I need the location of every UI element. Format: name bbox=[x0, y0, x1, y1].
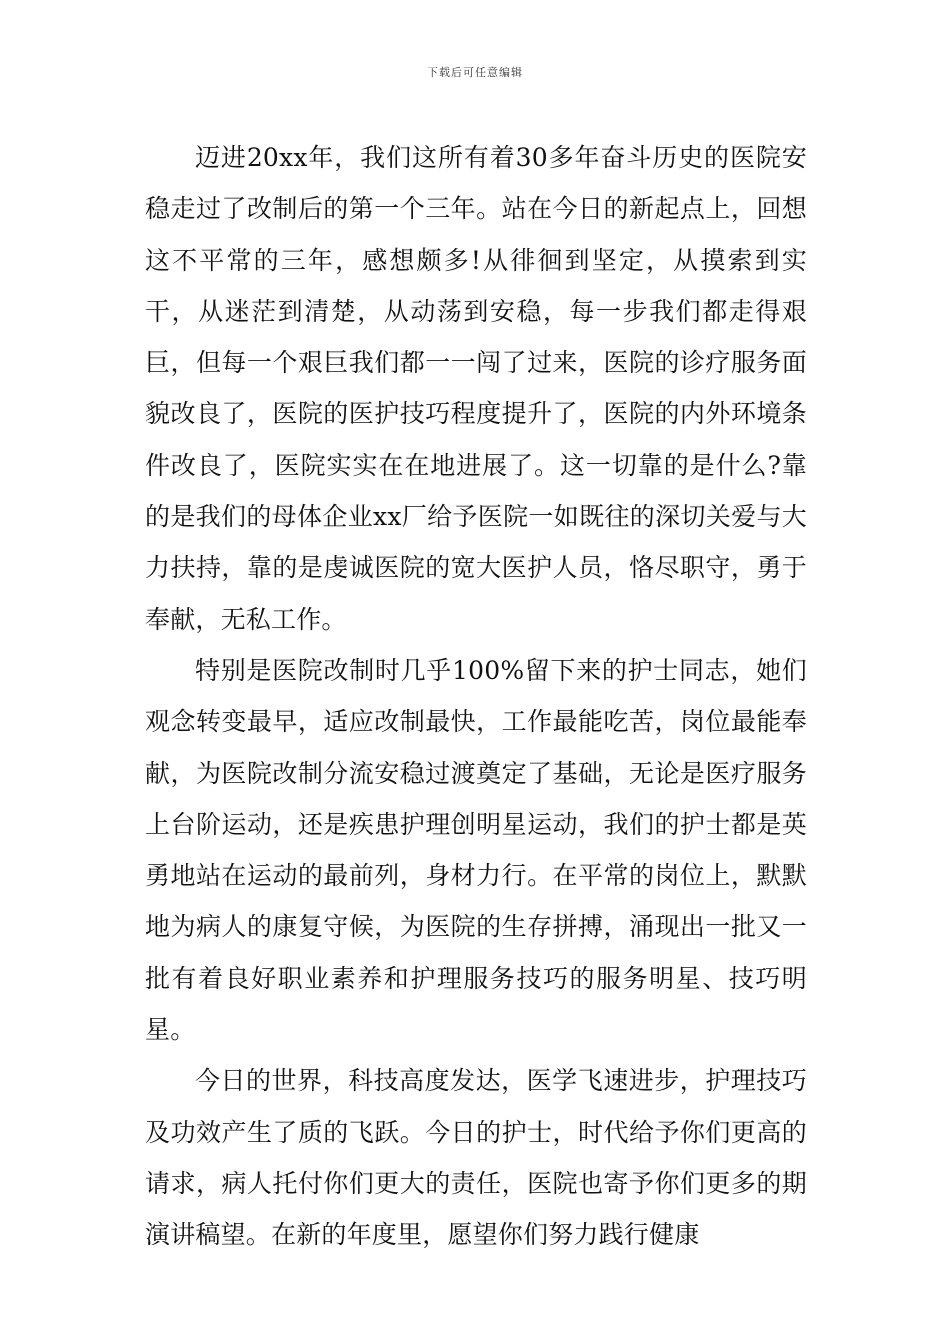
paragraph-1: 迈进20xx年，我们这所有着30多年奋斗历史的医院安稳走过了改制后的第一个三年。站在今日的新起点上，回想这不平常的三年，感想颇多!从徘徊到坚定，从摸索到实干，从迷茫到清楚，从动荡到安稳，每一步我们都走得艰巨，但每一个艰巨我们都一一闯了过来，医院的诊疗服务面貌改良了，医院的医护技巧程度提升了，医院的内外环境条件改良了，医院实实在在地进展了。这一切靠的是什么?靠的是我们的母体企业xx厂给予医院一如既往的深切关爱与大力扶持，靠的是虔诚医院的宽大医护人员，恪尽职守，勇于奉献，无私工作。 bbox=[145, 143, 807, 634]
paragraph-2: 特别是医院改制时几乎100%留下来的护士同志，她们观念转变最早，适应改制最快，工作最能吃苦，岗位最能奉献，为医院改制分流安稳过渡奠定了基础，无论是医疗服务上台阶运动，还是疾患护理创明星运动，我们的护士都是英勇地站在运动的最前列，身材力行。在平常的岗位上，默默地为病人的康复守候，为医院的生存拼搏，涌现出一批又一批有着良好职业素养和护理服务技巧的服务明星、技巧明星。 bbox=[145, 655, 807, 1045]
document-body bbox=[145, 132, 807, 1261]
page-header-note: 下载后可任意编辑 bbox=[427, 66, 523, 79]
paragraph-3: 今日的世界，科技高度发达，医学飞速进步，护理技巧及功效产生了质的飞跃。今日的护士，时代给予你们更高的请求，病人托付你们更大的责任，医院也寄予你们更多的期 演讲稿望。在新的年度里，愿望你们努力践行健康 bbox=[145, 1066, 807, 1250]
